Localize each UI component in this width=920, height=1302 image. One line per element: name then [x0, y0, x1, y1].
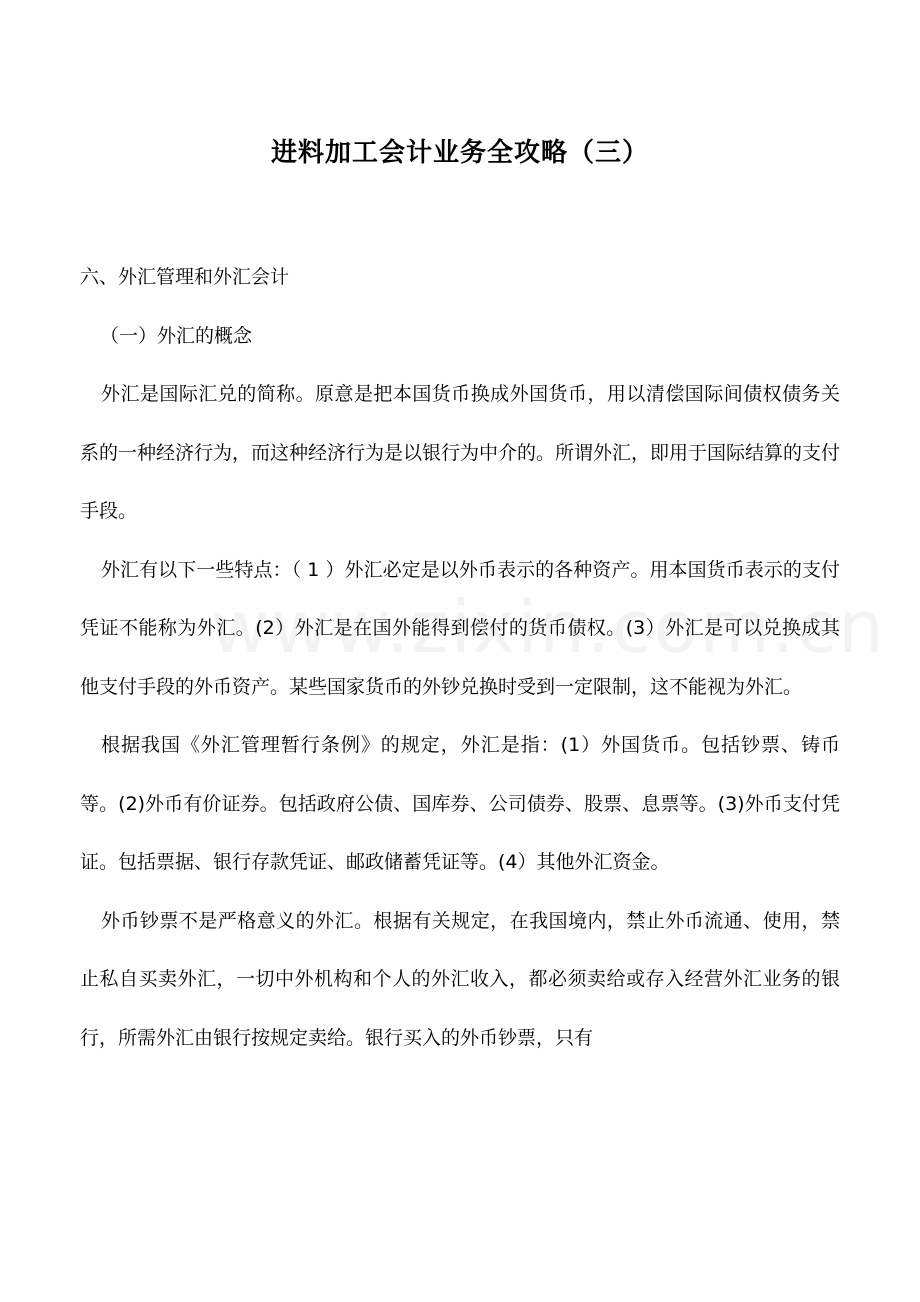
paragraph-foreign-banknotes: 外币钞票不是严格意义的外汇。根据有关规定，在我国境内，禁止外币流通、使用，禁止私自买卖外汇，一切中外机构和个人的外汇收入，都必须卖给或存入经营外汇业务的银行，所需外汇由银行按规定卖给。银行买入的外币钞票，只有 [80, 909, 840, 1049]
document-body [80, 248, 840, 1067]
subsection-heading: （一）外汇的概念 [100, 324, 253, 347]
section-heading: 六、外汇管理和外汇会计 [80, 266, 290, 288]
paragraph-characteristics: 外汇有以下一些特点：（ 1 ）外汇必定是以外币表示的各种资产。用本国货币表示的支付凭证不能称为外汇。(2）外汇是在国外能得到偿付的货币债权。(3）外汇是可以兑换成其他支付手段的外币资产。某些国家货币的外钞兑换时受到一定限制，这不能视为外汇。 [80, 558, 840, 698]
paragraph-regulation: 根据我国《外汇管理暂行条例》的规定，外汇是指：(1）外国货币。包括钞票、铸币等。(2)外币有价证券。包括政府公债、国库券、公司债券、股票、息票等。(3)外币支付凭证。包括票据、银行存款凭证、邮政储蓄凭证等。(4）其他外汇资金。 [80, 734, 840, 873]
paragraph-definition: 外汇是国际汇兑的简称。原意是把本国货币换成外国货币，用以清偿国际间债权债务关系的一种经济行为，而这种经济行为是以银行为中介的。所谓外汇，即用于国际结算的支付手段。 [80, 383, 841, 522]
document-title: 进料加工会计业务全攻略（三） [270, 138, 649, 169]
